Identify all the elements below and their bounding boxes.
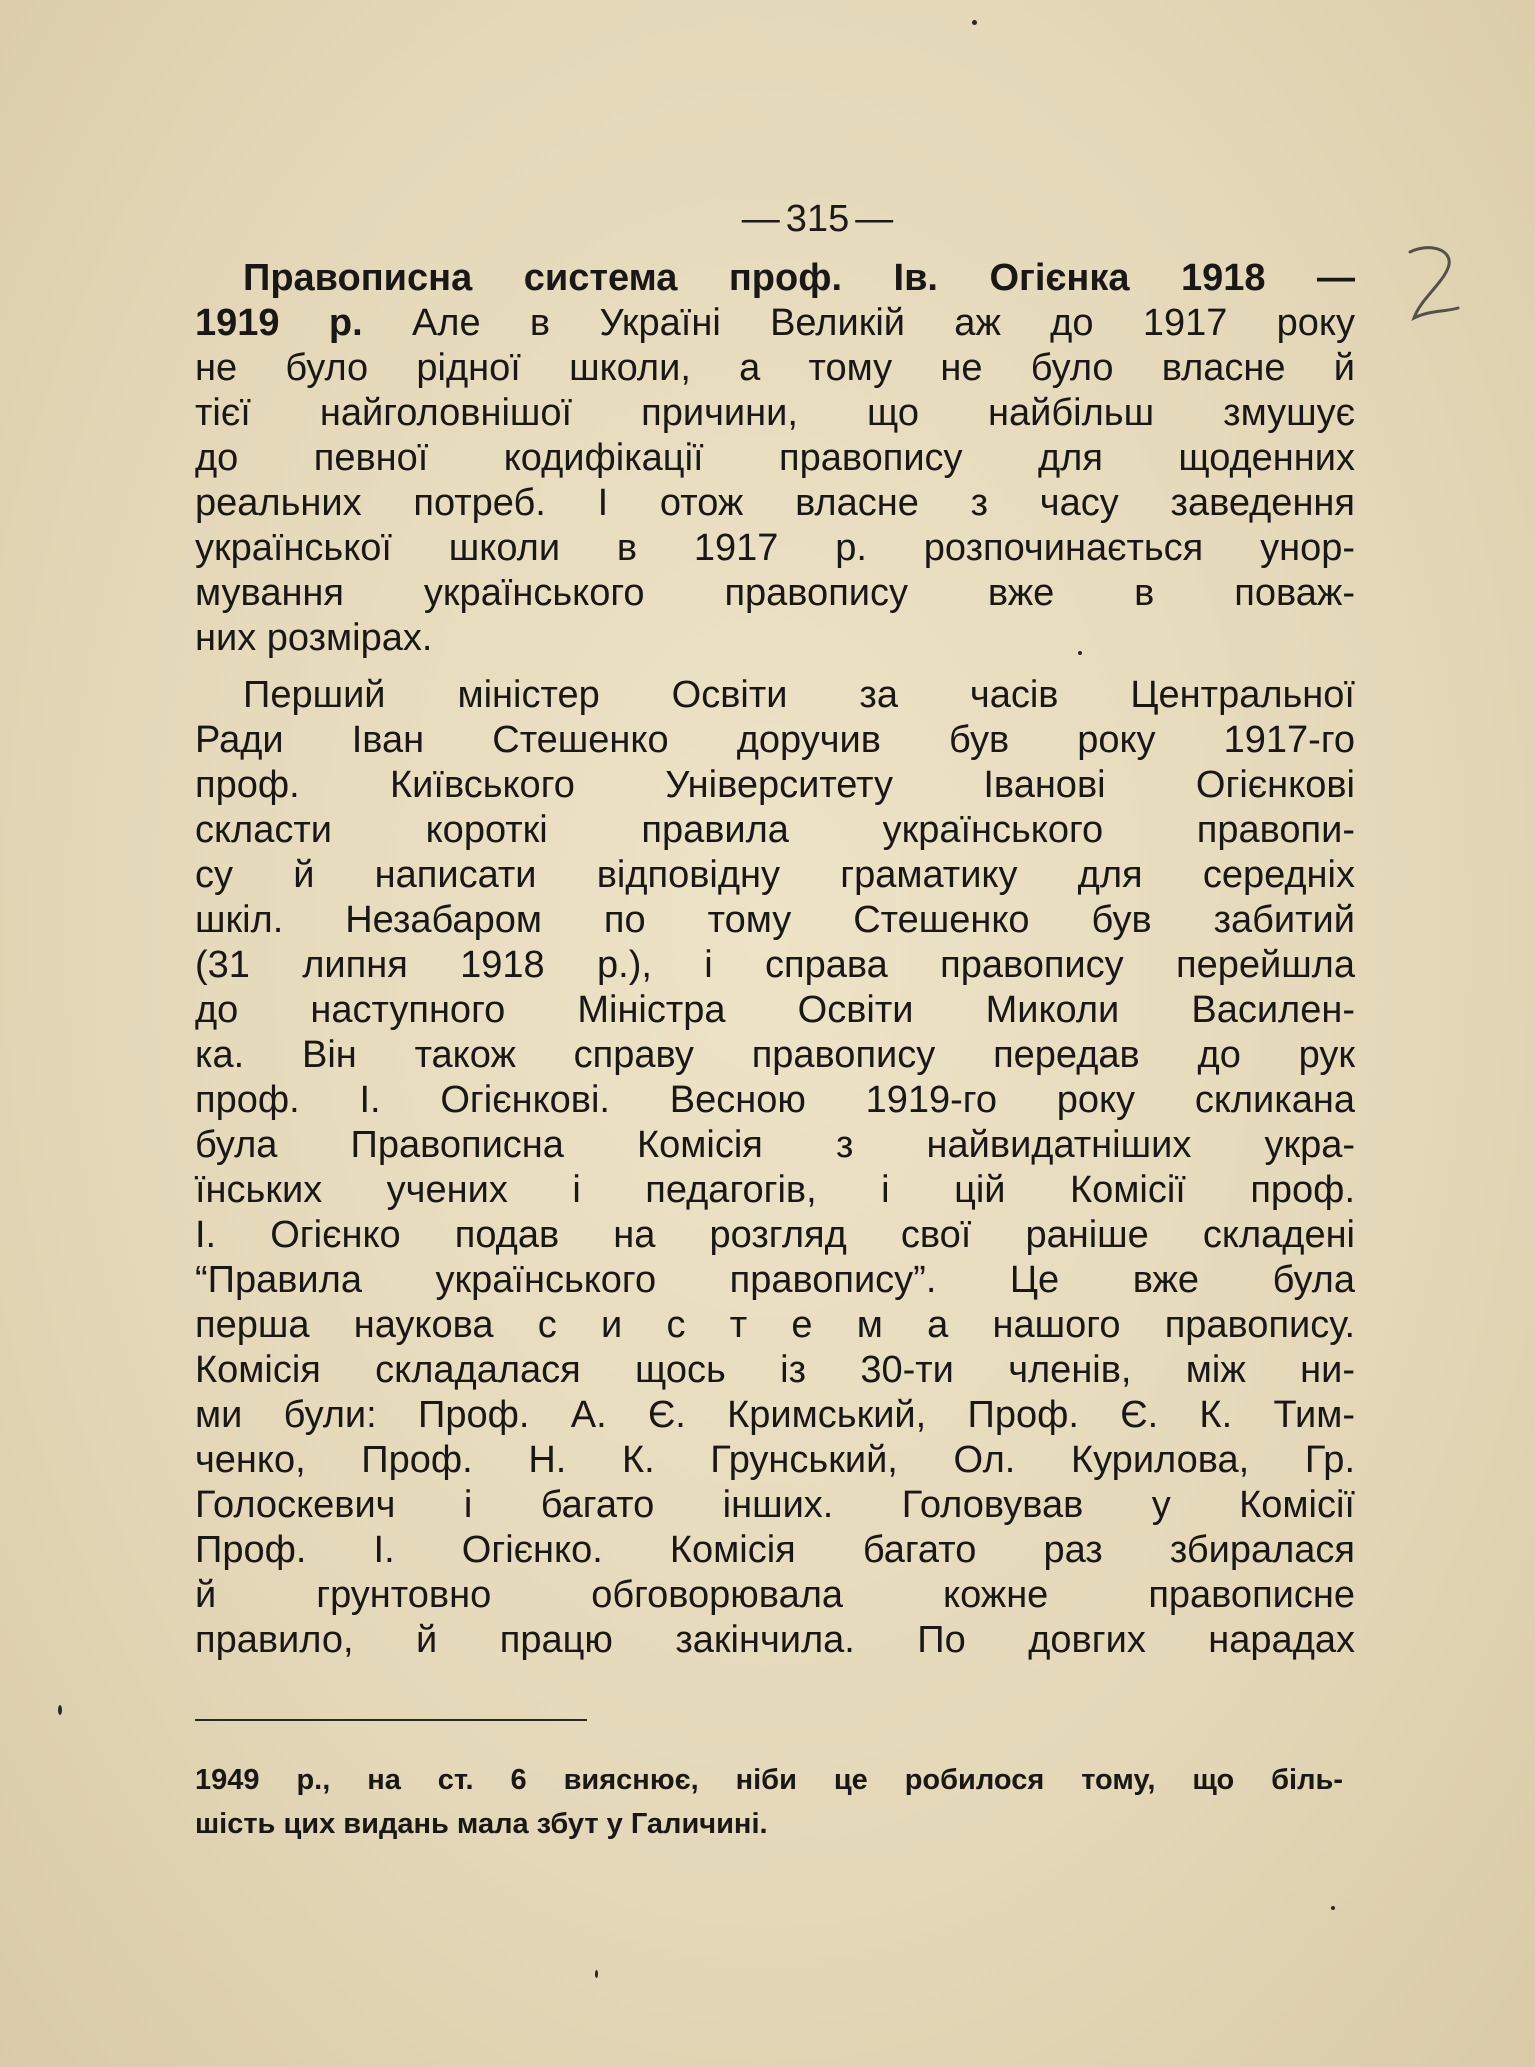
paragraph-line: реальних потреб. І отож власне з часу заведення xyxy=(195,482,1355,524)
page-number-dash-left: — xyxy=(741,198,780,240)
paragraph-line: була Правописна Комісія з найвидатніших укра- xyxy=(195,1124,1355,1166)
page-number-dash-right: — xyxy=(855,198,894,240)
pencil-mark-icon xyxy=(1400,240,1470,350)
paragraph-line: ченко, Проф. Н. К. Грунський, Ол. Курилова, Гр. xyxy=(195,1439,1355,1481)
section-heading-years: 1919 р. xyxy=(195,302,363,344)
paragraph-line: правило, й працю закінчила. По довгих нарадах xyxy=(195,1619,1355,1661)
paragraph-gap xyxy=(195,661,1355,673)
paragraph-line: скласти короткі правила українського правопи- xyxy=(195,809,1355,851)
paragraph-line: до певної кодифікації правопису для щоденних xyxy=(195,437,1355,479)
paragraph-line: (31 липня 1918 р.), і справа правопису перейшла xyxy=(195,944,1355,986)
paragraph-line: української школи в 1917 р. розпочинається унор- xyxy=(195,527,1355,569)
paragraph-line xyxy=(195,301,1355,346)
paragraph-line: І. Огієнко подав на розгляд свої раніше складені xyxy=(195,1214,1355,1256)
paragraph-line: Проф. І. Огієнко. Комісія багато раз збиралася xyxy=(195,1529,1355,1571)
paragraph-line: су й написати відповідну граматику для середніх xyxy=(195,854,1355,896)
paragraph-line: мування українського правопису вже в поваж- xyxy=(195,572,1355,614)
paragraph-line: шкіл. Незабаром по тому Стешенко був забитий xyxy=(195,899,1355,941)
footnote xyxy=(195,1758,1343,1846)
paragraph-line: не було рідної школи, а тому не було власне й xyxy=(195,347,1355,389)
paper-speck xyxy=(1331,1906,1335,1910)
paper-speck xyxy=(1078,651,1082,655)
paragraph-line: й грунтовно обговорювала кожне правописне xyxy=(195,1574,1355,1616)
paragraph-line: перша наукова с и с т е м а нашого правопису. xyxy=(195,1304,1355,1346)
paragraph-line-text: Але в Україні Великій аж до 1917 року xyxy=(362,302,1355,344)
paragraph-line: “Правила українського правопису”. Це вже була xyxy=(195,1259,1355,1301)
main-text xyxy=(195,256,1355,1663)
paragraph-line: Ради Іван Стешенко доручив був року 1917-го xyxy=(195,719,1355,761)
paper-speck xyxy=(595,1970,598,1978)
paragraph-line: тієї найголовнішої причини, що найбільш змушує xyxy=(195,392,1355,434)
paragraph-line: Перший міністер Освіти за часів Центральної xyxy=(243,674,1355,716)
paragraph-line: їнських учених і педагогів, і цій Комісії проф. xyxy=(195,1169,1355,1211)
paragraph-line: ми були: Проф. А. Є. Кримський, Проф. Є. К. Тим- xyxy=(195,1394,1355,1436)
paragraph-line: до наступного Міністра Освіти Миколи Василен- xyxy=(195,989,1355,1031)
footnote-rule xyxy=(195,1719,587,1721)
section-heading: Правописна система проф. Ів. Огієнка 1918 — xyxy=(243,257,1355,299)
paper-speck xyxy=(972,20,977,25)
paragraph-line: ка. Він також справу правопису передав до рук xyxy=(195,1034,1355,1076)
paragraph-line: них розмірах. xyxy=(195,617,433,659)
paper-speck xyxy=(58,1705,62,1715)
page-number-value: 315 xyxy=(785,198,850,240)
paragraph-line: проф. Київського Університету Іванові Огієнкові xyxy=(195,764,1355,806)
paragraph-line: Комісія складалася щось із 30-ти членів, між ни- xyxy=(195,1349,1355,1391)
footnote-line: 1949 р., на ст. 6 вияснює, ніби це робилося тому, що біль- xyxy=(195,1764,1343,1796)
footnote-line: шість цих видань мала збут у Галичині. xyxy=(195,1808,768,1840)
paragraph-line: проф. І. Огієнкові. Весною 1919-го року скликана xyxy=(195,1079,1355,1121)
paragraph-line: Голоскевич і багато інших. Головував у Комісії xyxy=(195,1484,1355,1526)
page-number xyxy=(50,198,1535,241)
